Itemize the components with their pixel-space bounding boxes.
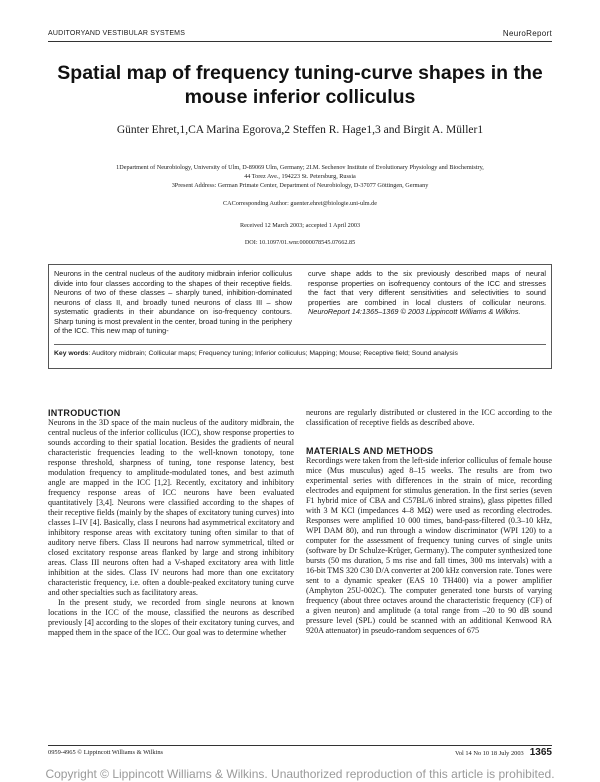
intro-paragraph-1: Neurons in the 3D space of the main nucleus of the auditory midbrain, the central nucleus of the inferior colliculus (ICC), show response properties to sounds according to their spatial location. Besides the gradients of neural characteristic frequencies leading to the well-known tonotopy, tone response threshold, sharpness of tuning, tone response latency, best modulation frequency to amplitude-modulated tones, and best azimuth angle are mapped in the ICC [1,2]. Recently, excitatory and inhibitory frequency response areas of ICC neurons have been evaluated quantitatively [3,4]. Neurons were classified according to the shapes of their receptive fields (mainly by the shapes of excitatory tuning curves) into classes I–IV [4]. Basically, class I neurons had asymmetrical excitatory and inhibitory response areas with excitatory tuning often similar to that of auditory nerve fibers. Class II neurons had narrow symmetrical, tilted or closed excitatory response areas flanked by large and strong inhibitory areas. Class III neurons often had a V-shaped excitatory area with little inhibition at the sides. Class IV neurons had more than one excitatory characteristic frequency, i.e. often a double-peaked excitatory tuning curve and other specialties such as facilitatory areas. <box>48 418 294 597</box>
header-divider <box>48 41 552 42</box>
running-header-journal: NeuroReport <box>502 29 552 38</box>
keywords-divider <box>54 344 546 345</box>
issue-info: Vol 14 No 10 18 July 2003 <box>454 750 524 757</box>
abstract-citation: NeuroReport 14:1365–1369 © 2003 Lippincott Williams & Wilkins. <box>308 307 521 316</box>
author-list: Günter Ehret,1,CA Marina Egorova,2 Steffen R. Hage1,3 and Birgit A. Müller1 <box>116 124 484 136</box>
methods-heading: MATERIALS AND METHODS <box>306 446 434 456</box>
affiliation-1: 1Department of Neurobiology, University of Ulm, D-89069 Ulm, Germany; 2I.M. Sechenov Institute of Evolutionary Physiology and Biochemistry, <box>116 164 484 171</box>
methods-paragraph-1: Recordings were taken from the left-side inferior colliculus of female house mice (Mus musculus) aged 8–15 weeks. The results are from two experimental series with differences in the strain of mice, recording electrodes and equipment for stimulus generation. In the first series (seven F1 hybrid mice of CBA and C57BL/6 inbred strains), glass pipettes filled with 3 M KCl (impedances 4–8 MΩ) were used as recording electrodes. Responses were amplified 10 000 times, band-pass-filtered (0.3–10 kHz, WPI DAM 80), and run through a window discriminator (WPI 120) to a computer for the assessment of frequency tuning curves of single units (software by Dr Schulze-Krüger, Germany). The computer synthesized tone bursts (50 ms duration, 5 ms rise and fall times, 300 ms intervals) with a 16-bit TMS 320 C30 D/A converter at 200 kHz conversion rate. Tones were sent to a dynamic speaker (EAS 10 TH400) via a power amplifier (Amphyton 25U-002C). The computer generated tone bursts of varying frequency (about three octaves around the characteristic frequency (CF) of a given neuron) and amplitude (a total range from –20 to 90 dB sound pressure level (SPL) could be scanned with an additional Kenwood RA 920A attenuator) in pseudo-random sequences of 675 <box>306 456 552 635</box>
intro-continuation: neurons are regularly distributed or clustered in the ICC according to the classification of receptive fields as described above. <box>306 408 552 427</box>
affiliation-1-cont: 44 Torez Ave., 194223 St. Petersburg, Russia <box>244 173 356 180</box>
left-column <box>48 408 294 638</box>
page-number: 1365 <box>529 747 552 758</box>
abstract-column-2 <box>308 269 546 317</box>
running-header-section: AUDITORYAND VESTIBULAR SYSTEMS <box>48 30 186 37</box>
footer-issn: 0959-4965 © Lippincott Williams & Wilkins <box>48 749 164 756</box>
footer-divider <box>48 745 552 746</box>
abstract-text: curve shape adds to the six previously described maps of neural response properties on isofrequency contours of the ICC and stresses the fact that very different sensitivities and selectivities to sound properties are combined in local clusters of collicular neurons. <box>308 269 546 307</box>
intro-paragraph-2: In the present study, we recorded from single neurons at known locations in the ICC of the mouse, classified the neurons as described previously [4] according to the slopes of their excitatory tuning curves, and mapped them in the space of the ICC. Our goal was to determine whether <box>48 598 294 637</box>
affiliation-3: 3Present Address: German Primate Center, Department of Neurobiology, D-37077 Göttingen, Germany <box>171 182 429 189</box>
keywords-list: : Auditory midbrain; Collicular maps; Frequency tuning; Inferior colliculus; Mapping; Mouse; Receptive field; Sound analysis <box>88 350 458 357</box>
introduction-heading: INTRODUCTION <box>48 408 121 418</box>
footer-issue <box>455 747 552 758</box>
doi: DOI: 10.1097/01.wnr.0000078545.07662.85 <box>244 239 356 246</box>
copyright-notice: Copyright © Lippincott Williams & Wilkins. Unauthorized reproduction of this article is prohibited. <box>45 767 555 781</box>
corresponding-author: CACorresponding Author: guenter.ehret@biologie.uni-ulm.de <box>222 200 377 207</box>
abstract-column-1: Neurons in the central nucleus of the auditory midbrain inferior colliculus divide into four classes according to the shapes of their receptive fields. Neurons of two of these classes – sharply tuned, inhibition-dominated neurons of class II, and broadly tuned neurons of class III – show systematic gradients in their abundance on iso-frequency contours. Sharp tuning is most prevalent in the center, broad tuning in the periphery of the ICC. This new map of tuning- <box>54 269 292 335</box>
received-accepted-dates: Received 12 March 2003; accepted 1 April 2003 <box>239 222 361 229</box>
keywords-label: Key words <box>54 350 89 357</box>
right-column <box>306 408 552 636</box>
keywords <box>54 350 546 357</box>
article-title: Spatial map of frequency tuning-curve shapes in the mouse inferior colliculus <box>57 62 543 108</box>
